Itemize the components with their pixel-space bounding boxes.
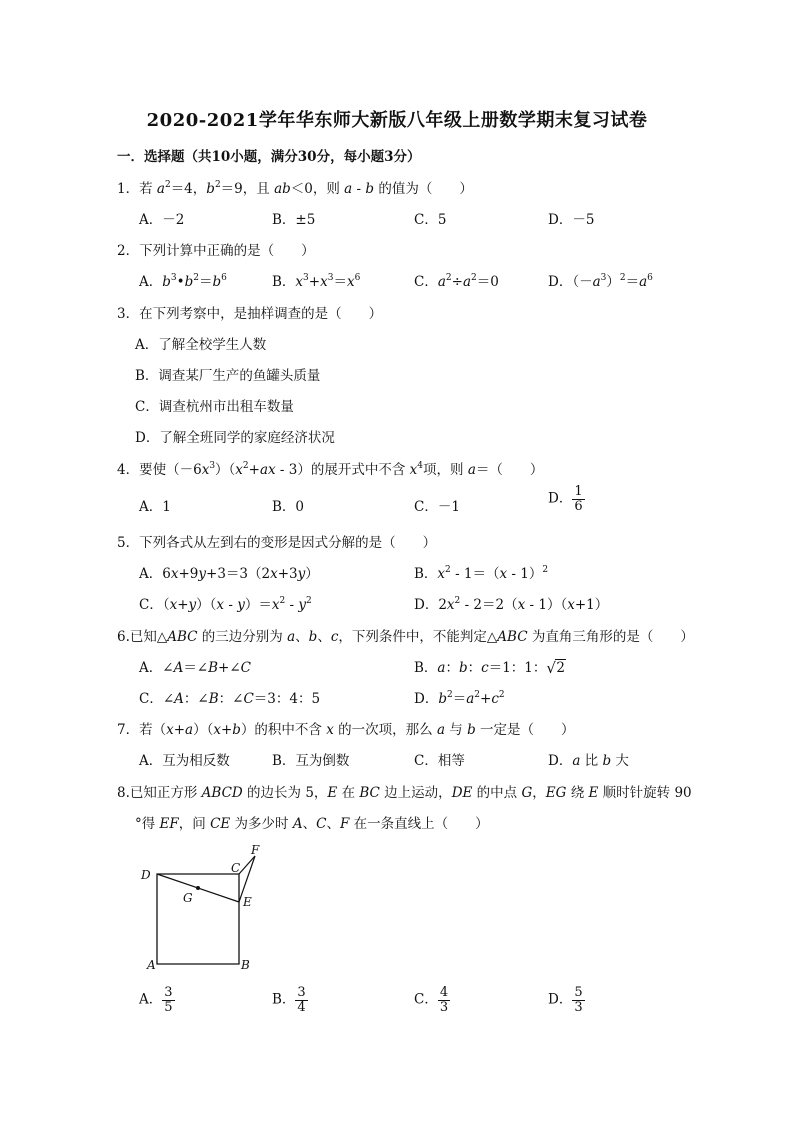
q1-option-c: C．5	[414, 212, 447, 228]
q4-option-d-label: D．	[548, 490, 573, 507]
fraction-denominator: 6	[574, 498, 583, 514]
label-b: B	[241, 958, 250, 972]
fraction-numerator: 4	[439, 985, 449, 1000]
q7-option-b: B．互为倒数	[272, 753, 350, 769]
fraction-denominator: 4	[297, 999, 306, 1015]
label-e: E	[243, 895, 252, 909]
question-3: 3．在下列考察中，是抽样调查的是（ ）	[117, 306, 383, 322]
q6-option-a: A．∠A＝∠B+∠C	[139, 660, 252, 676]
label-d: D	[141, 868, 151, 882]
fraction	[438, 986, 450, 1014]
label-c: C	[231, 861, 241, 875]
question-5: 5．下列各式从左到右的变形是因式分解的是（ ）	[117, 535, 437, 551]
q3-option-a: A．了解全校学生人数	[135, 337, 267, 353]
q6-option-b: B．a：b：c＝1：1： √ 2	[414, 659, 565, 677]
q2-option-b: B．$x^3+x^3=x^6$	[272, 273, 361, 290]
label-a: A	[147, 958, 156, 972]
fraction-numerator: 5	[574, 985, 583, 1000]
midpoint-g	[196, 886, 200, 890]
q4-option-b: B．0	[272, 499, 305, 515]
label-f: F	[251, 843, 260, 857]
fraction	[295, 986, 307, 1014]
q5-option-a: A．6x+9y+3＝3（2x+3y）	[139, 566, 319, 582]
question-4: 4．要使$(-6x^3)(x^2+ax - 3)$的展开式中不含 $x^4$项，则 a＝（ ）	[117, 461, 544, 478]
q1-option-a: A．－2	[139, 212, 185, 228]
q2-option-a: A．$b^3•b^2=b^6$	[139, 273, 227, 290]
q7-option-d: D．a 比 b 大	[548, 753, 629, 769]
q5-option-d: D．$2x^2 - 2=2(x - 1)(x+1)$	[414, 596, 609, 613]
square-root: √ 2	[546, 659, 565, 677]
q3-option-b: B．调查某厂生产的鱼罐头质量	[135, 368, 321, 384]
q8-option-d: D． $\frac{5}{3}$	[548, 985, 583, 1015]
q2-option-d: D．$(-a^3)^2=a^6$	[548, 273, 653, 290]
q7-option-c: C．相等	[414, 753, 465, 769]
q7-option-a: A．互为相反数	[139, 753, 230, 769]
geometry-figure	[135, 840, 265, 975]
fraction	[162, 986, 174, 1014]
fraction-numerator: 3	[164, 985, 173, 1000]
segment-cf	[239, 856, 255, 874]
fraction	[572, 986, 584, 1014]
q1-option-b: B．±5	[272, 212, 316, 228]
q8-option-a: A． $\frac{3}{5}$	[139, 985, 173, 1015]
question-2: 2．下列计算中正确的是（ ）	[117, 243, 315, 259]
fraction-denominator: 3	[439, 999, 449, 1015]
question-8-line-2: °得 EF，问 CE 为多少时 A、C、F 在一条直线上（ ）	[135, 816, 489, 832]
q5-option-c: C．$(x+y)(x - y)=x^2 - y^2$	[139, 596, 312, 613]
label-g: G	[183, 891, 193, 905]
question-8-line-1: 8.已知正方形 ABCD 的边长为 5，E 在 BC 边上运动，DE 的中点 G，EG 绕 E 顺时针旋转 90	[117, 785, 692, 801]
q2-option-c: C．$a^2\div a^2=0$	[414, 273, 499, 290]
fraction-denominator: 5	[164, 999, 173, 1015]
q8-option-c: C． $\frac{4}{3}$	[414, 985, 449, 1015]
fraction-numerator: 3	[297, 985, 306, 1000]
q8-option-b: B． $\frac{3}{4}$	[272, 985, 306, 1015]
q6-option-d: D．$b^2=a^2+c^2$	[414, 690, 505, 707]
fraction-numerator: 1	[574, 484, 583, 499]
q3-option-d: D．了解全班同学的家庭经济状况	[135, 430, 335, 446]
question-7: 7．若（x+a）（x+b）的积中不含 x 的一次项，那么 a 与 b 一定是（ ）	[117, 722, 575, 738]
q5-option-b: B．$x^2 - 1=(x - 1)^2$	[414, 565, 549, 582]
q1-option-d: D．－5	[548, 212, 595, 228]
q4-option-a: A．1	[139, 499, 171, 515]
q6-option-c: C．∠A：∠B：∠C＝3：4：5	[139, 691, 321, 707]
question-1: 1．若 $a^2=4$，$b^2=9$，且 ab＜0，则 a - b 的值为（ ）	[117, 180, 473, 197]
section-heading: 一．选择题（共10小题，满分30分，每小题3分）	[117, 149, 421, 165]
question-6: 6.已知△ABC 的三边分别为 a、b、c，下列条件中，不能判定△ABC 为直角三角形的是（ ）	[117, 629, 694, 645]
fraction-denominator: 3	[574, 999, 583, 1015]
q3-option-c: C．调查杭州市出租车数量	[135, 399, 294, 415]
page-title: 2020-2021学年华东师大新版八年级上册数学期末复习试卷	[146, 110, 648, 131]
q4-option-c: C．－1	[414, 499, 460, 515]
q4-option-d	[548, 485, 585, 513]
fraction	[572, 485, 584, 513]
